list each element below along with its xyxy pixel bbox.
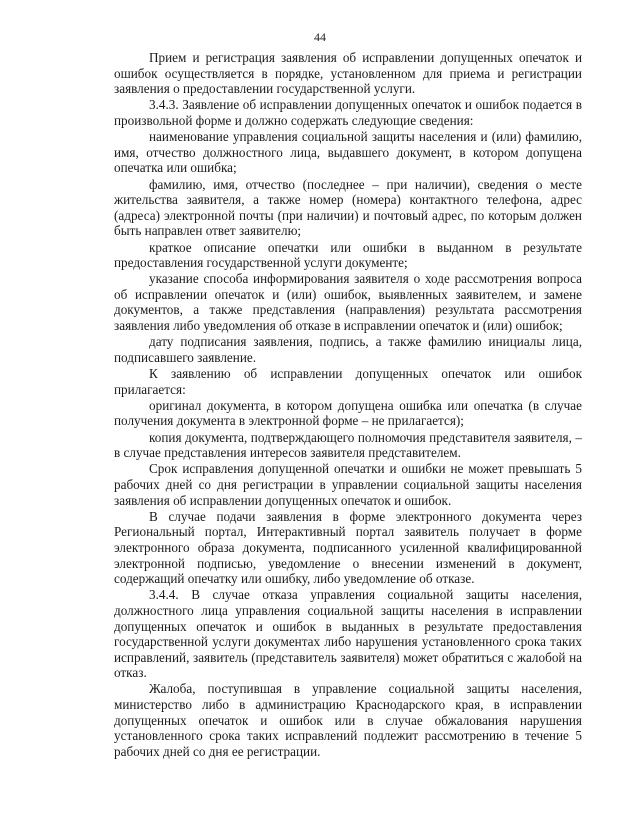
paragraph-error-description: краткое описание опечатки или ошибки в выданном в результате предоставления государственной услуги документе;: [114, 239, 582, 271]
paragraph-representative-copy: копия документа, подтверждающего полномочия представителя заявителя, – в случае представления интересов заявителя представителем.: [114, 429, 582, 461]
paragraph-notification-method: указание способа информирования заявителя о ходе рассмотрения вопроса об исправлении опечаток и (или) ошибок, выявленных заявителем, и замене документов, а также представления (направления) результата рассмотрения заявления либо уведомления об отказе в исправлении опечаток и (или) ошибок;: [114, 271, 582, 334]
paragraph-3-4-3: 3.4.3. Заявление об исправлении допущенных опечаток и ошибок подается в произвольной форме и должно содержать следующие сведения:: [114, 97, 582, 128]
paragraph-correction-term: Срок исправления допущенной опечатки и ошибки не может превышать 5 рабочих дней со дня регистрации в управлении социальной защиты населения заявления об исправлении допущенных опечаток и ошибок.: [114, 461, 582, 508]
paragraph-applicant-details: фамилию, имя, отчество (последнее – при наличии), сведения о месте жительства заявителя, а также номер (номера) контактного телефона, адрес (адреса) электронной почты (при наличии) и почтовый адрес, по которым должен быть направлен ответ заявителю;: [114, 176, 582, 239]
paragraph-authority-name: наименование управления социальной защиты населения и (или) фамилию, имя, отчество должностного лица, выдавшего документ, в котором допущена опечатка или ошибка;: [114, 129, 582, 176]
paragraph-signature-date: дату подписания заявления, подпись, а также фамилию инициалы лица, подписавшего заявление.: [114, 334, 582, 365]
document-body: [114, 50, 582, 759]
paragraph-electronic-submission: В случае подачи заявления в форме электронного документа через Региональный портал, Интерактивный портал заявитель получает в форме электронного образа документа, подписанного усиленной квалифицированной электронной подписью, уведомление о внесении изменений в документ, содержащий опечатку или ошибку, либо уведомление об отказе.: [114, 508, 582, 587]
paragraph-3-4-4: 3.4.4. В случае отказа управления социальной защиты населения, должностного лица управления социальной защиты населения в исправлении допущенных опечаток и ошибок в выданных в результате предоставления государственной услуги документах либо нарушения установленного срока таких исправлений, заявитель (представитель заявителя) может обратиться с жалобой на отказ.: [114, 587, 582, 681]
page-number: 44: [314, 30, 326, 44]
paragraph-registration: Прием и регистрация заявления об исправлении допущенных опечаток и ошибок осуществляется в порядке, установленном для приема и регистрации заявления о предоставлении государственной услуги.: [114, 50, 582, 97]
paragraph-original-document: оригинал документа, в котором допущена ошибка или опечатка (в случае получения документа в электронной форме – не прилагается);: [114, 397, 582, 429]
paragraph-attachments: К заявлению об исправлении допущенных опечаток или ошибок прилагается:: [114, 366, 582, 397]
paragraph-complaint: Жалоба, поступившая в управление социальной защиты населения, министерство либо в администрацию Краснодарского края, в исправлении допущенных опечаток и ошибок или в случае обжалования нарушения установленного срока таких исправлений подлежит рассмотрению в течение 5 рабочих дней со дня ее регистрации.: [114, 681, 582, 759]
